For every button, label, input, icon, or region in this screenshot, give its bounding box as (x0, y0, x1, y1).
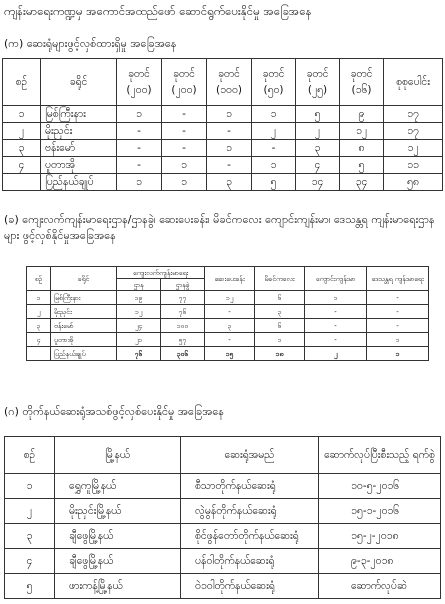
table-cell: ၉ (340, 106, 384, 123)
table-cell: ၁၂ (117, 305, 161, 319)
table-cell: ၁ (207, 140, 252, 157)
table-header-row (3, 59, 443, 106)
table-cell: ၄ (27, 333, 51, 347)
table-cell: ၁ (117, 174, 162, 191)
table-cell: မိုးညှင်း (51, 305, 117, 319)
table-cell: ၁ (367, 333, 429, 347)
table-row (3, 106, 443, 123)
header-cell: မိခင်ကလေး (255, 267, 305, 291)
section-2-title: (ခ) ကျေးလက်ကျန်းမာရေးဌာန/ဌာနခွဲ၊ ဆေးပေးခန်း၊ မိခင်ကလေး ကျောင်းကျန်းမာ၊ ဒေသန္တရ ကျန်းမာရေးဌာနများ ဖွင့်လှစ်နိုင်မှုအခြေအနေ (4, 213, 435, 242)
table-cell: ၁ (5, 474, 55, 499)
table-cell: လွဲမွန်တိုက်နယ်ဆေးရုံ (181, 499, 319, 524)
table-cell: ၁၅-၁-၂၀၁၆ (319, 499, 441, 524)
table-row (27, 305, 429, 319)
table-cell: ၁၂ (205, 291, 255, 305)
table-cell: ၁ (255, 333, 305, 347)
table-cell: ၁ (117, 106, 162, 123)
rural-health-table (26, 266, 429, 361)
table-cell: ၁၀-၅-၂၀၁၆ (319, 474, 441, 499)
header-cell: ကျေးလက်ကျန်းမာရေး (117, 267, 205, 279)
table-cell: - (162, 123, 207, 140)
header-cell: ခရိုင် (51, 267, 117, 291)
table-cell: ၉-၃-၂၀၁၈ (319, 549, 441, 574)
table-cell: ချီဖွေမြို့နယ် (55, 549, 181, 574)
table-cell: ၁၅ (205, 347, 255, 361)
header-cell: ခုတင် (၁၆) (340, 59, 384, 106)
table-cell: ရွှေကူမြို့နယ် (55, 474, 181, 499)
table-cell: မြစ်ကြီးနား (51, 291, 117, 305)
table-cell: မိုးညှင်း (41, 123, 117, 140)
table-row (3, 157, 443, 174)
table-cell: - (205, 333, 255, 347)
header-cell: ဒေသန္တရ ကျန်းမာရေး (367, 267, 429, 291)
table-cell: ၆ (255, 291, 305, 305)
table-cell: ပြည်နယ်ချုပ် (51, 347, 117, 361)
table-cell: ၅ (340, 157, 384, 174)
table-cell (27, 347, 51, 361)
table-cell: ၂ (296, 123, 340, 140)
header-cell: ဌာန (117, 279, 161, 291)
header-cell: ခုတင် (၁၀၀) (207, 59, 252, 106)
table-cell: ၄ (5, 549, 55, 574)
table-cell: - (207, 157, 252, 174)
header-cell: ကျောင်းကျန်းမာ (305, 267, 367, 291)
table-cell: ၁ (252, 157, 296, 174)
table-cell: - (205, 305, 255, 319)
document-title: ကျန်းမာရေးကဏ္ဍမှ အကောင်အထည်ဖော် ဆောင်ရွက်ပေးနိုင်မှု အခြေအနေ (4, 4, 312, 18)
table-cell: ၆ (255, 319, 305, 333)
table-cell: ၅ (252, 174, 296, 191)
table-cell: - (162, 106, 207, 123)
table-row (27, 333, 429, 347)
table-cell: ၂ (27, 305, 51, 319)
header-cell: စဉ် (3, 59, 41, 106)
table-cell: - (367, 319, 429, 333)
table-cell: ပြည်နယ်ချုပ် (41, 174, 117, 191)
table-cell: ၂၄ (117, 319, 161, 333)
table-cell: ၁၉ (117, 291, 161, 305)
table-cell: ၁၁ (384, 157, 443, 174)
table-cell: ၁ (162, 174, 207, 191)
table-cell: ပန်ဝါတိုက်နယ်ဆေးရုံ (181, 549, 319, 574)
table-cell: - (305, 333, 367, 347)
table-cell: ၁ (3, 106, 41, 123)
table-cell: ဆောက်လုပ်ဆဲ (319, 574, 441, 599)
table-cell: ၁ (162, 157, 207, 174)
table-cell: ၅ (296, 106, 340, 123)
table-cell: ၇၆ (161, 305, 205, 319)
table-total-row (27, 347, 429, 361)
section-1-title: (က) ဆေးရုံများဖွင့်လှစ်ထားရှိမှု အခြေအနေ (4, 37, 177, 50)
table-header-row (27, 267, 429, 279)
table-cell: - (367, 291, 429, 305)
table-cell: ၈ (340, 140, 384, 157)
table-cell: ၁၇ (384, 106, 443, 123)
table-cell: - (207, 123, 252, 140)
table-cell: ၁ (305, 291, 367, 305)
table-cell: ၃ (27, 319, 51, 333)
table-row (5, 524, 441, 549)
header-cell: ဆောက်လုပ်ပြီးစီးသည့် ရက်စွဲ (319, 437, 441, 474)
table-cell: ၇၆ (117, 347, 161, 361)
table-cell: ၁၅-၂-၂၀၁၈ (319, 524, 441, 549)
table-cell: ၂ (252, 123, 296, 140)
header-cell: စဉ် (27, 267, 51, 291)
table-cell: စီသာတိုက်နယ်ဆေးရုံ (181, 474, 319, 499)
table-cell: ၁၄ (296, 174, 340, 191)
header-cell: ဆေးပေးခန်း (205, 267, 255, 291)
table-cell: - (305, 305, 367, 319)
table-cell: ၅ (5, 574, 55, 599)
header-cell: ခရိုင် (41, 59, 117, 106)
table-cell: ပူတာအို (51, 333, 117, 347)
table-cell: ၁၇ (384, 123, 443, 140)
table-cell: ၁ (252, 106, 296, 123)
table-cell: ၃ (3, 140, 41, 157)
table-cell: - (252, 140, 296, 157)
table-cell: ၃၀၆ (161, 347, 205, 361)
header-cell: ခုတင် (၅၀) (252, 59, 296, 106)
table-row (5, 499, 441, 524)
header-cell: စုစုပေါင်း (384, 59, 443, 106)
table-total-row (3, 174, 443, 191)
header-cell: ခုတင် (၂၀၀) (117, 59, 162, 106)
table-header-row (5, 437, 441, 474)
table-cell: ချီဖွေမြို့နယ် (55, 524, 181, 549)
table-cell: ၂၁ (117, 333, 161, 347)
table-cell: ဝဲ၁ဝါတိုက်နယ်ဆေးရုံ (181, 574, 319, 599)
table-row (3, 123, 443, 140)
township-hospitals-table (4, 436, 441, 599)
table-row (27, 291, 429, 305)
table-cell: မြစ်ကြီးနား (41, 106, 117, 123)
header-cell: ဌာနခွဲ (161, 279, 205, 291)
table-cell: - (162, 140, 207, 157)
table-cell (3, 174, 41, 191)
table-cell: ၁၂ (340, 123, 384, 140)
table-row (27, 319, 429, 333)
header-cell: ခုတင် (၂၀၀) (162, 59, 207, 106)
table-cell: ၁ (207, 106, 252, 123)
table-row (3, 140, 443, 157)
table-cell: စိုင်ဖွန်တော်တိုက်နယ်ဆေးရုံ (181, 524, 319, 549)
table-cell: ၁၂ (384, 140, 443, 157)
header-cell: မြို့နယ် (55, 437, 181, 474)
header-cell: ခုတင် (၂၅) (296, 59, 340, 106)
table-cell: - (117, 140, 162, 157)
table-cell: - (305, 319, 367, 333)
table-cell: ၃ (296, 140, 340, 157)
table-cell: ၃ (207, 174, 252, 191)
table-cell: ၁၀၀ (161, 319, 205, 333)
table-cell: ဗန်းမော် (51, 319, 117, 333)
table-cell: မိုးညှင်းမြို့နယ် (55, 499, 181, 524)
header-cell: စဉ် (5, 437, 55, 474)
table-cell: ၁ (367, 347, 429, 361)
table-cell: ၅၈ (384, 174, 443, 191)
table-cell: ၃ (255, 305, 305, 319)
table-cell: - (117, 123, 162, 140)
table-cell: ၃ (205, 319, 255, 333)
table-cell: ပူတာအို (41, 157, 117, 174)
table-cell: ၁ (27, 291, 51, 305)
table-cell: ၂ (5, 499, 55, 524)
header-cell: ဆေးရုံအမည် (181, 437, 319, 474)
table-cell: ၄ (3, 157, 41, 174)
table-cell: ဗန်းမော် (41, 140, 117, 157)
table-row (5, 474, 441, 499)
table-cell: ၃ (5, 524, 55, 549)
table-row (5, 574, 441, 599)
table-cell: ၃၄ (340, 174, 384, 191)
table-cell: ၂ (3, 123, 41, 140)
table-cell: ဖားကန့်မြို့နယ် (55, 574, 181, 599)
table-cell: - (367, 305, 429, 319)
hospitals-table (2, 58, 443, 191)
table-cell: ၄ (296, 157, 340, 174)
table-row (5, 549, 441, 574)
table-cell: ၁၈ (255, 347, 305, 361)
table-cell: ၇၇ (161, 291, 205, 305)
table-cell: ၂ (305, 347, 367, 361)
section-3-title: (ဂ) တိုက်နယ်ဆေးရုံအသစ်ဖွင့်လှစ်ပေးနိုင်မှု အခြေအနေ (4, 405, 224, 418)
table-cell: ၅၇ (161, 333, 205, 347)
table-cell: - (117, 157, 162, 174)
